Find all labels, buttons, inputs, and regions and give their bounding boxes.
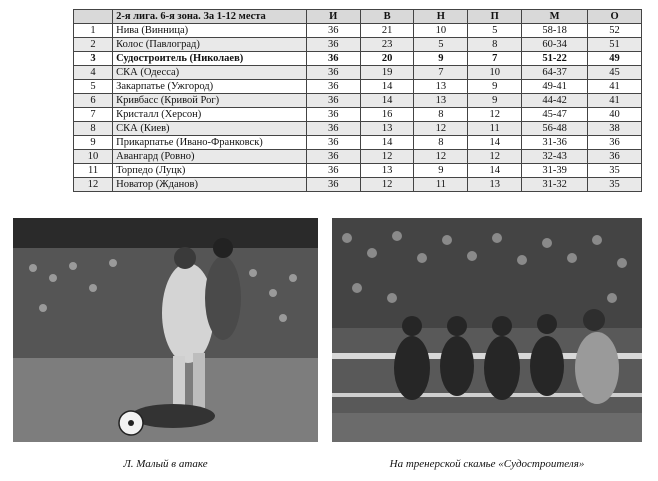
goals-cell: 56-48 [522, 122, 588, 136]
header-rank-cell [74, 10, 113, 24]
wins-cell: 16 [360, 108, 414, 122]
rank-cell: 11 [74, 164, 113, 178]
losses-cell: 12 [468, 150, 522, 164]
draws-cell: 8 [414, 108, 468, 122]
draws-cell: 7 [414, 66, 468, 80]
coaches-bench-photo [332, 218, 642, 442]
losses-cell: 13 [468, 178, 522, 192]
points-cell: 41 [588, 94, 642, 108]
wins-cell: 19 [360, 66, 414, 80]
table-row [74, 108, 642, 122]
table-row [74, 38, 642, 52]
points-cell: 41 [588, 80, 642, 94]
points-cell: 36 [588, 150, 642, 164]
column-header-wins: В [360, 10, 414, 24]
games-cell: 36 [306, 164, 360, 178]
rank-cell: 6 [74, 94, 113, 108]
team-cell: Авангард (Ровно) [113, 150, 307, 164]
losses-cell: 9 [468, 80, 522, 94]
coaches-bench-illustration [332, 218, 642, 442]
standings-table [73, 9, 642, 192]
goals-cell: 64-37 [522, 66, 588, 80]
table-row [74, 24, 642, 38]
games-cell: 36 [306, 178, 360, 192]
rank-cell: 1 [74, 24, 113, 38]
team-cell: СКА (Одесса) [113, 66, 307, 80]
draws-cell: 11 [414, 178, 468, 192]
goals-cell: 31-39 [522, 164, 588, 178]
table-row [74, 136, 642, 150]
losses-cell: 9 [468, 94, 522, 108]
points-cell: 49 [588, 52, 642, 66]
rank-cell: 9 [74, 136, 113, 150]
team-cell: СКА (Киев) [113, 122, 307, 136]
table-row [74, 122, 642, 136]
points-cell: 45 [588, 66, 642, 80]
rank-cell: 4 [74, 66, 113, 80]
column-header-goals: М [522, 10, 588, 24]
points-cell: 52 [588, 24, 642, 38]
wins-cell: 13 [360, 164, 414, 178]
wins-cell: 12 [360, 150, 414, 164]
column-header-games: И [306, 10, 360, 24]
table-title: 2-я лига. 6-я зона. За 1-12 места [113, 10, 307, 24]
rank-cell: 8 [74, 122, 113, 136]
football-action-illustration [13, 218, 318, 442]
team-cell: Кристалл (Херсон) [113, 108, 307, 122]
points-cell: 40 [588, 108, 642, 122]
table-row [74, 66, 642, 80]
draws-cell: 13 [414, 80, 468, 94]
team-cell: Кривбасс (Кривой Рог) [113, 94, 307, 108]
draws-cell: 10 [414, 24, 468, 38]
team-cell: Судостроитель (Николаев) [113, 52, 307, 66]
football-action-photo [13, 218, 318, 442]
games-cell: 36 [306, 52, 360, 66]
draws-cell: 9 [414, 164, 468, 178]
goals-cell: 49-41 [522, 80, 588, 94]
team-cell: Новатор (Жданов) [113, 178, 307, 192]
points-cell: 35 [588, 164, 642, 178]
draws-cell: 9 [414, 52, 468, 66]
goals-cell: 31-32 [522, 178, 588, 192]
draws-cell: 12 [414, 150, 468, 164]
wins-cell: 13 [360, 122, 414, 136]
column-header-losses: П [468, 10, 522, 24]
goals-cell: 32-43 [522, 150, 588, 164]
team-cell: Торпедо (Луцк) [113, 164, 307, 178]
points-cell: 38 [588, 122, 642, 136]
wins-cell: 20 [360, 52, 414, 66]
table-row [74, 52, 642, 66]
games-cell: 36 [306, 66, 360, 80]
games-cell: 36 [306, 122, 360, 136]
games-cell: 36 [306, 108, 360, 122]
draws-cell: 12 [414, 122, 468, 136]
rank-cell: 5 [74, 80, 113, 94]
games-cell: 36 [306, 150, 360, 164]
losses-cell: 5 [468, 24, 522, 38]
standings-body [74, 10, 642, 192]
column-header-draws: Н [414, 10, 468, 24]
goals-cell: 51-22 [522, 52, 588, 66]
table-row [74, 150, 642, 164]
team-cell: Нива (Винница) [113, 24, 307, 38]
wins-cell: 21 [360, 24, 414, 38]
table-header-row [74, 10, 642, 24]
draws-cell: 8 [414, 136, 468, 150]
losses-cell: 12 [468, 108, 522, 122]
photo-caption-bench: На тренерской скамье «Судостроителя» [389, 458, 585, 470]
rank-cell: 10 [74, 150, 113, 164]
team-cell: Закарпатье (Ужгород) [113, 80, 307, 94]
column-header-points: О [588, 10, 642, 24]
wins-cell: 23 [360, 38, 414, 52]
rank-cell: 7 [74, 108, 113, 122]
games-cell: 36 [306, 24, 360, 38]
points-cell: 51 [588, 38, 642, 52]
losses-cell: 7 [468, 52, 522, 66]
team-cell: Колос (Павлоград) [113, 38, 307, 52]
wins-cell: 14 [360, 94, 414, 108]
points-cell: 35 [588, 178, 642, 192]
goals-cell: 45-47 [522, 108, 588, 122]
games-cell: 36 [306, 38, 360, 52]
rank-cell: 2 [74, 38, 113, 52]
losses-cell: 11 [468, 122, 522, 136]
games-cell: 36 [306, 94, 360, 108]
table-row [74, 164, 642, 178]
table-row [74, 178, 642, 192]
goals-cell: 60-34 [522, 38, 588, 52]
wins-cell: 14 [360, 80, 414, 94]
goals-cell: 58-18 [522, 24, 588, 38]
losses-cell: 14 [468, 164, 522, 178]
losses-cell: 10 [468, 66, 522, 80]
wins-cell: 14 [360, 136, 414, 150]
draws-cell: 5 [414, 38, 468, 52]
team-cell: Прикарпатье (Ивано-Франковск) [113, 136, 307, 150]
points-cell: 36 [588, 136, 642, 150]
table-row [74, 80, 642, 94]
wins-cell: 12 [360, 178, 414, 192]
games-cell: 36 [306, 80, 360, 94]
games-cell: 36 [306, 136, 360, 150]
losses-cell: 14 [468, 136, 522, 150]
goals-cell: 44-42 [522, 94, 588, 108]
losses-cell: 8 [468, 38, 522, 52]
draws-cell: 13 [414, 94, 468, 108]
table-row [74, 94, 642, 108]
photo-caption-attack: Л. Малый в атаке [123, 458, 208, 470]
goals-cell: 31-36 [522, 136, 588, 150]
rank-cell: 3 [74, 52, 113, 66]
rank-cell: 12 [74, 178, 113, 192]
